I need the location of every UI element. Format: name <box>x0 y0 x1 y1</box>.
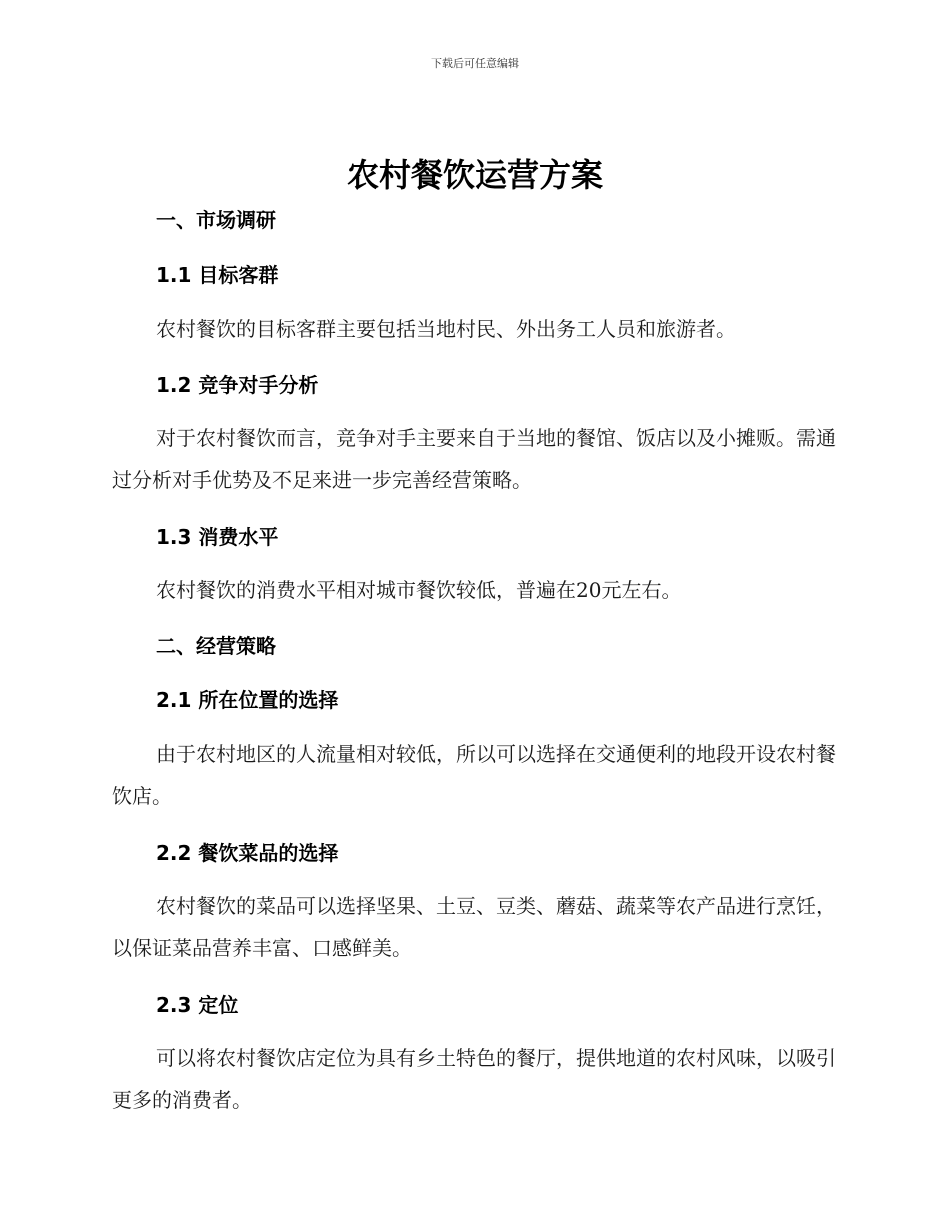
section-heading-target-customers: 1.1 目标客群 <box>156 263 279 287</box>
paragraph-consumption-level: 农村餐饮的消费水平相对城市餐饮较低，普遍在20元左右。 <box>156 578 682 602</box>
section-heading-business-strategy: 二、经营策略 <box>156 634 276 658</box>
paragraph-location-choice: 由于农村地区的人流量相对较低，所以可以选择在交通便利的地段开设农村餐饮店。 <box>112 742 836 808</box>
section-heading-consumption-level: 1.3 消费水平 <box>156 525 279 549</box>
paragraph-positioning: 可以将农村餐饮店定位为具有乡土特色的餐厅，提供地道的农村风味，以吸引更多的消费者。 <box>112 1046 836 1112</box>
header-note: 下载后可任意编辑 <box>431 57 519 70</box>
paragraph-competitor-analysis: 对于农村餐饮而言，竞争对手主要来自于当地的餐馆、饭店以及小摊贩。需通过分析对手优势及不足来进一步完善经营策略。 <box>112 426 836 492</box>
section-heading-dish-selection: 2.2 餐饮菜品的选择 <box>156 841 339 865</box>
section-heading-market-research: 一、市场调研 <box>156 208 276 232</box>
paragraph-dish-selection: 农村餐饮的菜品可以选择坚果、土豆、豆类、蘑菇、蔬菜等农产品进行烹饪，以保证菜品营养丰富、口感鲜美。 <box>112 894 836 960</box>
section-heading-positioning: 2.3 定位 <box>156 993 239 1017</box>
document-title: 农村餐饮运营方案 <box>346 156 603 194</box>
section-heading-competitor-analysis: 1.2 竞争对手分析 <box>156 373 319 397</box>
section-heading-location-choice: 2.1 所在位置的选择 <box>156 688 339 712</box>
paragraph-target-customers: 农村餐饮的目标客群主要包括当地村民、外出务工人员和旅游者。 <box>156 317 736 341</box>
